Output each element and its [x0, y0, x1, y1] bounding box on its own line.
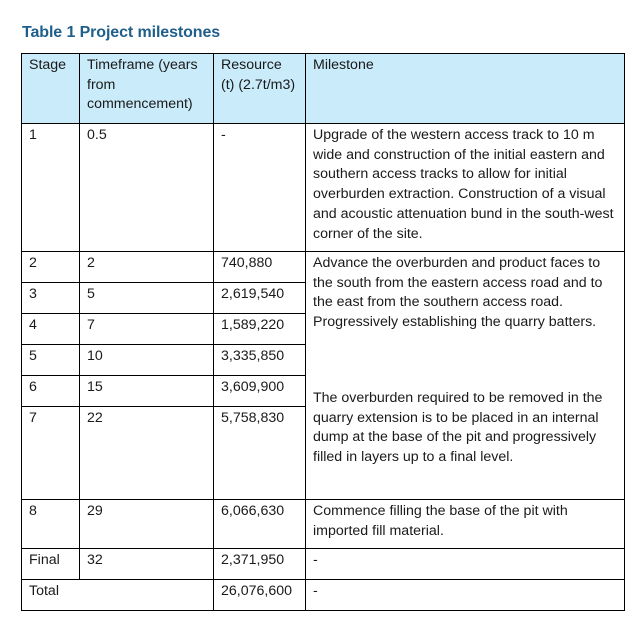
cell-timeframe: 32 [80, 549, 214, 580]
table-row [22, 549, 625, 580]
cell-resource: 5,758,830 [214, 407, 306, 500]
cell-timeframe: 5 [80, 283, 214, 314]
header-milestone: Milestone [306, 54, 625, 124]
total-label: Total [22, 580, 214, 611]
cell-milestone: Commence filling the base of the pit with imported fill material. [306, 500, 625, 549]
cell-timeframe: 22 [80, 407, 214, 500]
table-row [22, 252, 625, 283]
total-resource: 26,076,600 [214, 580, 306, 611]
cell-resource: 2,371,950 [214, 549, 306, 580]
cell-stage: Final [22, 549, 80, 580]
cell-timeframe: 15 [80, 376, 214, 407]
cell-timeframe: 7 [80, 314, 214, 345]
cell-stage: 3 [22, 283, 80, 314]
cell-stage: 5 [22, 345, 80, 376]
cell-resource: 2,619,540 [214, 283, 306, 314]
cell-timeframe: 0.5 [80, 124, 214, 252]
cell-resource: 3,335,850 [214, 345, 306, 376]
table-total-row [22, 580, 625, 611]
cell-resource: 740,880 [214, 252, 306, 283]
cell-milestone: - [306, 549, 625, 580]
cell-timeframe: 10 [80, 345, 214, 376]
header-resource: Resource (t) (2.7t/m3) [214, 54, 306, 124]
cell-milestone-merged [306, 252, 625, 500]
cell-stage: 6 [22, 376, 80, 407]
cell-stage: 7 [22, 407, 80, 500]
table-row [22, 500, 625, 549]
cell-resource: - [214, 124, 306, 252]
table-caption: Table 1 Project milestones [22, 24, 221, 41]
header-timeframe: Timeframe (years from commencement) [80, 54, 214, 124]
cell-stage: 8 [22, 500, 80, 549]
cell-milestone: Upgrade of the western access track to 10 m wide and construction of the initial eastern and southern access tracks to allow for initial overburden extraction. Construction of a visual and acoustic attenuation bund in the south-west corner of the site. [306, 124, 625, 252]
cell-resource: 1,589,220 [214, 314, 306, 345]
cell-stage: 2 [22, 252, 80, 283]
project-milestones-table [21, 53, 625, 611]
cell-resource: 3,609,900 [214, 376, 306, 407]
milestone-text-overburden: The overburden required to be removed in the quarry extension is to be placed in an internal dump at the base of the pit and progressively filled in layers up to a final level. [313, 390, 603, 466]
cell-stage: 4 [22, 314, 80, 345]
cell-stage: 1 [22, 124, 80, 252]
table-row [22, 124, 625, 252]
cell-timeframe: 29 [80, 500, 214, 549]
total-milestone: - [306, 580, 625, 611]
cell-timeframe: 2 [80, 252, 214, 283]
cell-resource: 6,066,630 [214, 500, 306, 549]
milestone-text-advance: Advance the overburden and product faces to the south from the eastern access road and to the east from the southern access road. Progressively establishing the quarry batters. [313, 255, 603, 331]
header-stage: Stage [22, 54, 80, 124]
table-header-row [22, 54, 625, 124]
